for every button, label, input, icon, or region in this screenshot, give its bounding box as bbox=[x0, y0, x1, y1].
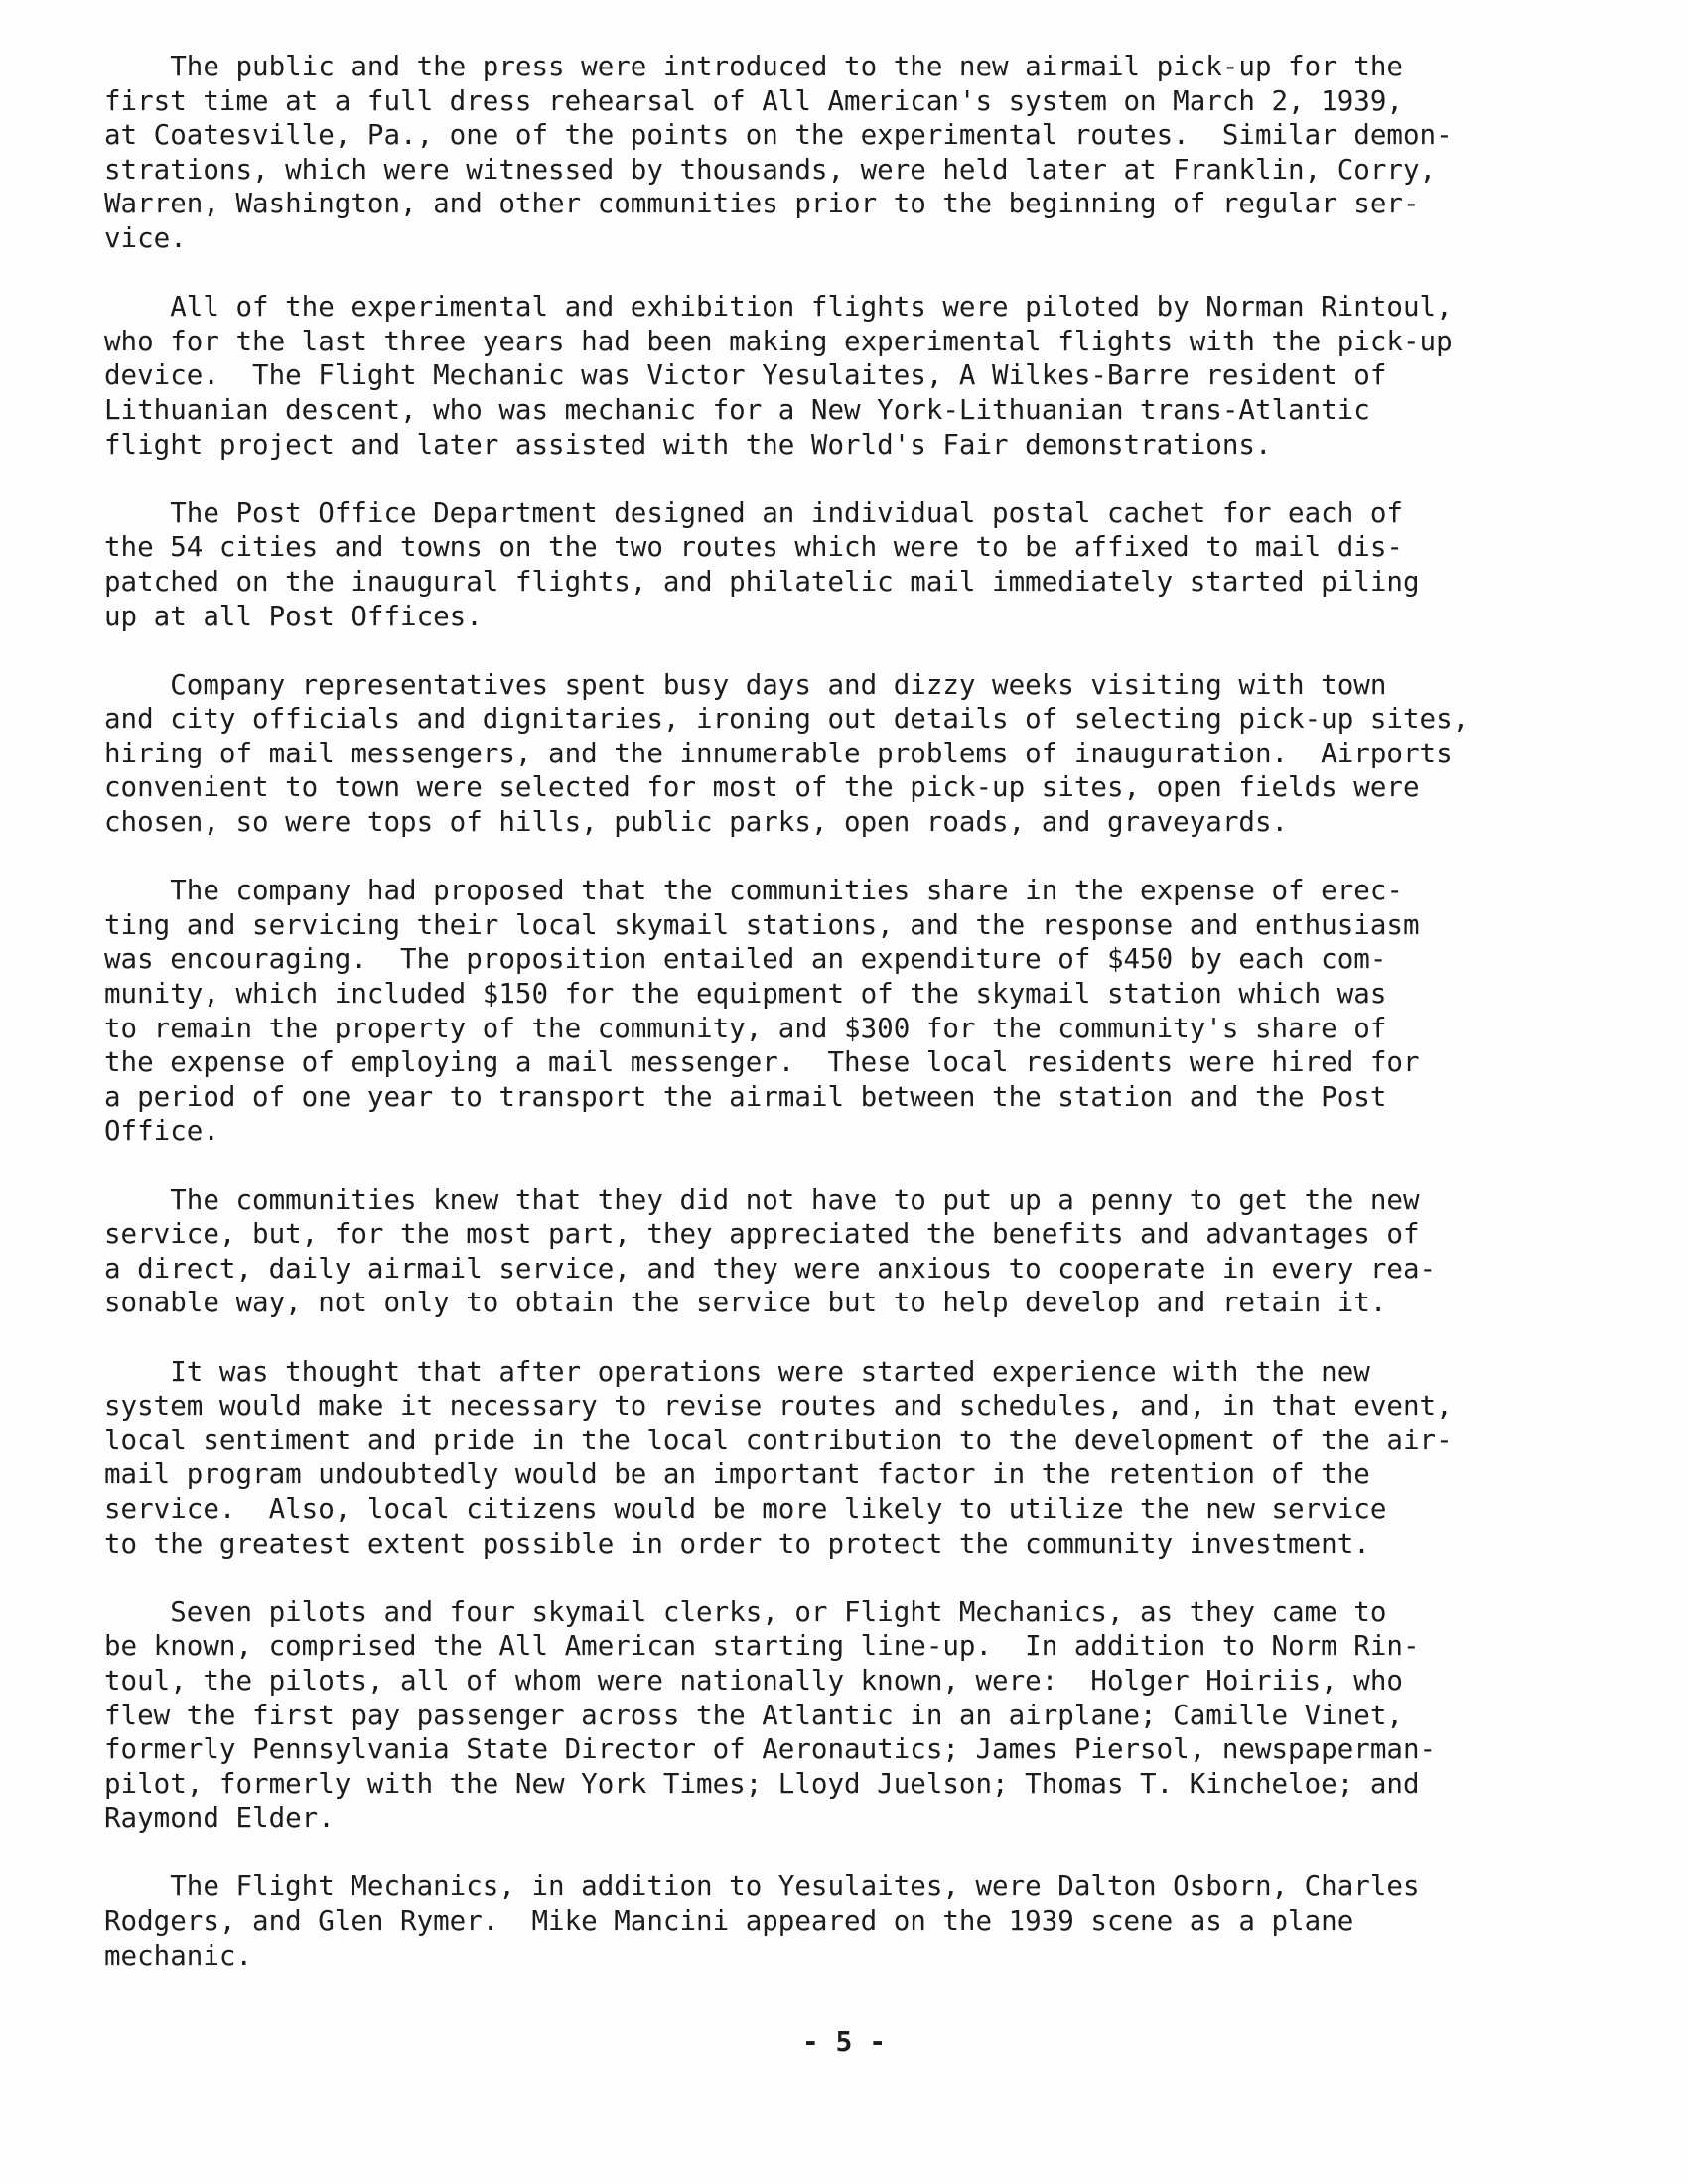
text-line: chosen, so were tops of hills, public parks, open roads, and graveyards. bbox=[104, 806, 1289, 839]
text-line: The Flight Mechanics, in addition to Yesulaites, were Dalton Osborn, Charles bbox=[104, 1870, 1420, 1903]
text-line: It was thought that after operations were started experience with the new bbox=[104, 1355, 1370, 1388]
paragraph-flights bbox=[104, 290, 1554, 462]
text-line: to remain the property of the community, and $300 for the community's share of bbox=[104, 1012, 1387, 1044]
text-line: The company had proposed that the communities share in the expense of erec- bbox=[104, 875, 1403, 907]
text-line: was encouraging. The proposition entailed an expenditure of $450 by each com- bbox=[104, 943, 1387, 976]
paragraph-rehearsal bbox=[104, 50, 1554, 256]
text-line: system would make it necessary to revise routes and schedules, and, in that event, bbox=[104, 1390, 1453, 1423]
text-line: the 54 cities and towns on the two routes which were to be affixed to mail dis- bbox=[104, 531, 1403, 564]
text-line: convenient to town were selected for most of the pick-up sites, open fields were bbox=[104, 771, 1420, 804]
text-line: up at all Post Offices. bbox=[104, 600, 483, 632]
text-line: Warren, Washington, and other communities prior to the beginning of regular ser- bbox=[104, 188, 1420, 220]
text-line: munity, which included $150 for the equipment of the skymail station which was bbox=[104, 978, 1387, 1011]
text-line: service, but, for the most part, they appreciated the benefits and advantages of bbox=[104, 1218, 1420, 1251]
paragraph-communities bbox=[104, 1183, 1554, 1320]
text-line: sonable way, not only to obtain the service but to help develop and retain it. bbox=[104, 1287, 1387, 1319]
text-line: toul, the pilots, all of whom were nationally known, were: Holger Hoiriis, who bbox=[104, 1664, 1403, 1697]
text-line: vice. bbox=[104, 221, 187, 254]
text-line: service. Also, local citizens would be more likely to utilize the new service bbox=[104, 1492, 1387, 1525]
text-line: who for the last three years had been making experimental flights with the pick-up bbox=[104, 325, 1453, 357]
paragraph-representatives bbox=[104, 668, 1554, 840]
text-line: The communities knew that they did not have to put up a penny to get the new bbox=[104, 1183, 1420, 1216]
text-line: a direct, daily airmail service, and they were anxious to cooperate in every rea- bbox=[104, 1252, 1437, 1285]
text-line: hiring of mail messengers, and the innumerable problems of inauguration. Airports bbox=[104, 737, 1453, 769]
text-line: All of the experimental and exhibition flights were piloted by Norman Rintoul, bbox=[104, 291, 1453, 324]
text-line: The Post Office Department designed an individual postal cachet for each of bbox=[104, 496, 1403, 529]
paragraph-operations bbox=[104, 1355, 1554, 1562]
paragraph-expense bbox=[104, 874, 1554, 1149]
text-line: The public and the press were introduced to the new airmail pick-up for the bbox=[104, 51, 1403, 82]
text-line: mechanic. bbox=[104, 1939, 253, 1972]
text-line: flight project and later assisted with the World's Fair demonstrations. bbox=[104, 428, 1272, 461]
paragraph-pilots bbox=[104, 1595, 1554, 1836]
text-line: flew the first pay passenger across the Atlantic in an airplane; Camille Vinet, bbox=[104, 1699, 1403, 1731]
text-line: the expense of employing a mail messenger. These local residents were hired for bbox=[104, 1046, 1420, 1079]
text-line: at Coatesville, Pa., one of the points on the experimental routes. Similar demon- bbox=[104, 119, 1453, 152]
text-line: Raymond Elder. bbox=[104, 1802, 335, 1835]
paragraph-mechanics bbox=[104, 1869, 1554, 1973]
text-line: strations, which were witnessed by thousands, were held later at Franklin, Corry, bbox=[104, 153, 1437, 186]
text-line: a period of one year to transport the airmail between the station and the Post bbox=[104, 1080, 1387, 1113]
paragraph-cachet bbox=[104, 496, 1554, 633]
text-line: Seven pilots and four skymail clerks, or Flight Mechanics, as they came to bbox=[104, 1595, 1387, 1628]
text-line: to the greatest extent possible in order to protect the community investment. bbox=[104, 1527, 1370, 1560]
text-line: mail program undoubtedly would be an important factor in the retention of the bbox=[104, 1458, 1370, 1491]
page-number: - 5 - bbox=[801, 2025, 887, 2058]
text-line: be known, comprised the All American starting line-up. In addition to Norm Rin- bbox=[104, 1630, 1420, 1663]
text-line: formerly Pennsylvania State Director of Aeronautics; James Piersol, newspaperman- bbox=[104, 1733, 1437, 1766]
text-line: ting and servicing their local skymail stations, and the response and enthusiasm bbox=[104, 908, 1420, 941]
text-line: Office. bbox=[104, 1115, 219, 1148]
text-line: patched on the inaugural flights, and philatelic mail immediately started piling bbox=[104, 565, 1420, 598]
text-line: first time at a full dress rehearsal of All American's system on March 2, 1939, bbox=[104, 84, 1403, 117]
body-text bbox=[104, 50, 1554, 2007]
text-line: local sentiment and pride in the local contribution to the development of the air- bbox=[104, 1424, 1453, 1456]
text-line: Company representatives spent busy days and dizzy weeks visiting with town bbox=[104, 668, 1387, 701]
text-line: Rodgers, and Glen Rymer. Mike Mancini appeared on the 1939 scene as a plane bbox=[104, 1905, 1354, 1938]
text-line: pilot, formerly with the New York Times; Lloyd Juelson; Thomas T. Kincheloe; and bbox=[104, 1767, 1420, 1800]
text-line: and city officials and dignitaries, ironing out details of selecting pick-up sites, bbox=[104, 703, 1470, 736]
text-line: Lithuanian descent, who was mechanic for a New York-Lithuanian trans-Atlantic bbox=[104, 393, 1370, 426]
text-line: device. The Flight Mechanic was Victor Yesulaites, A Wilkes-Barre resident of bbox=[104, 359, 1387, 392]
